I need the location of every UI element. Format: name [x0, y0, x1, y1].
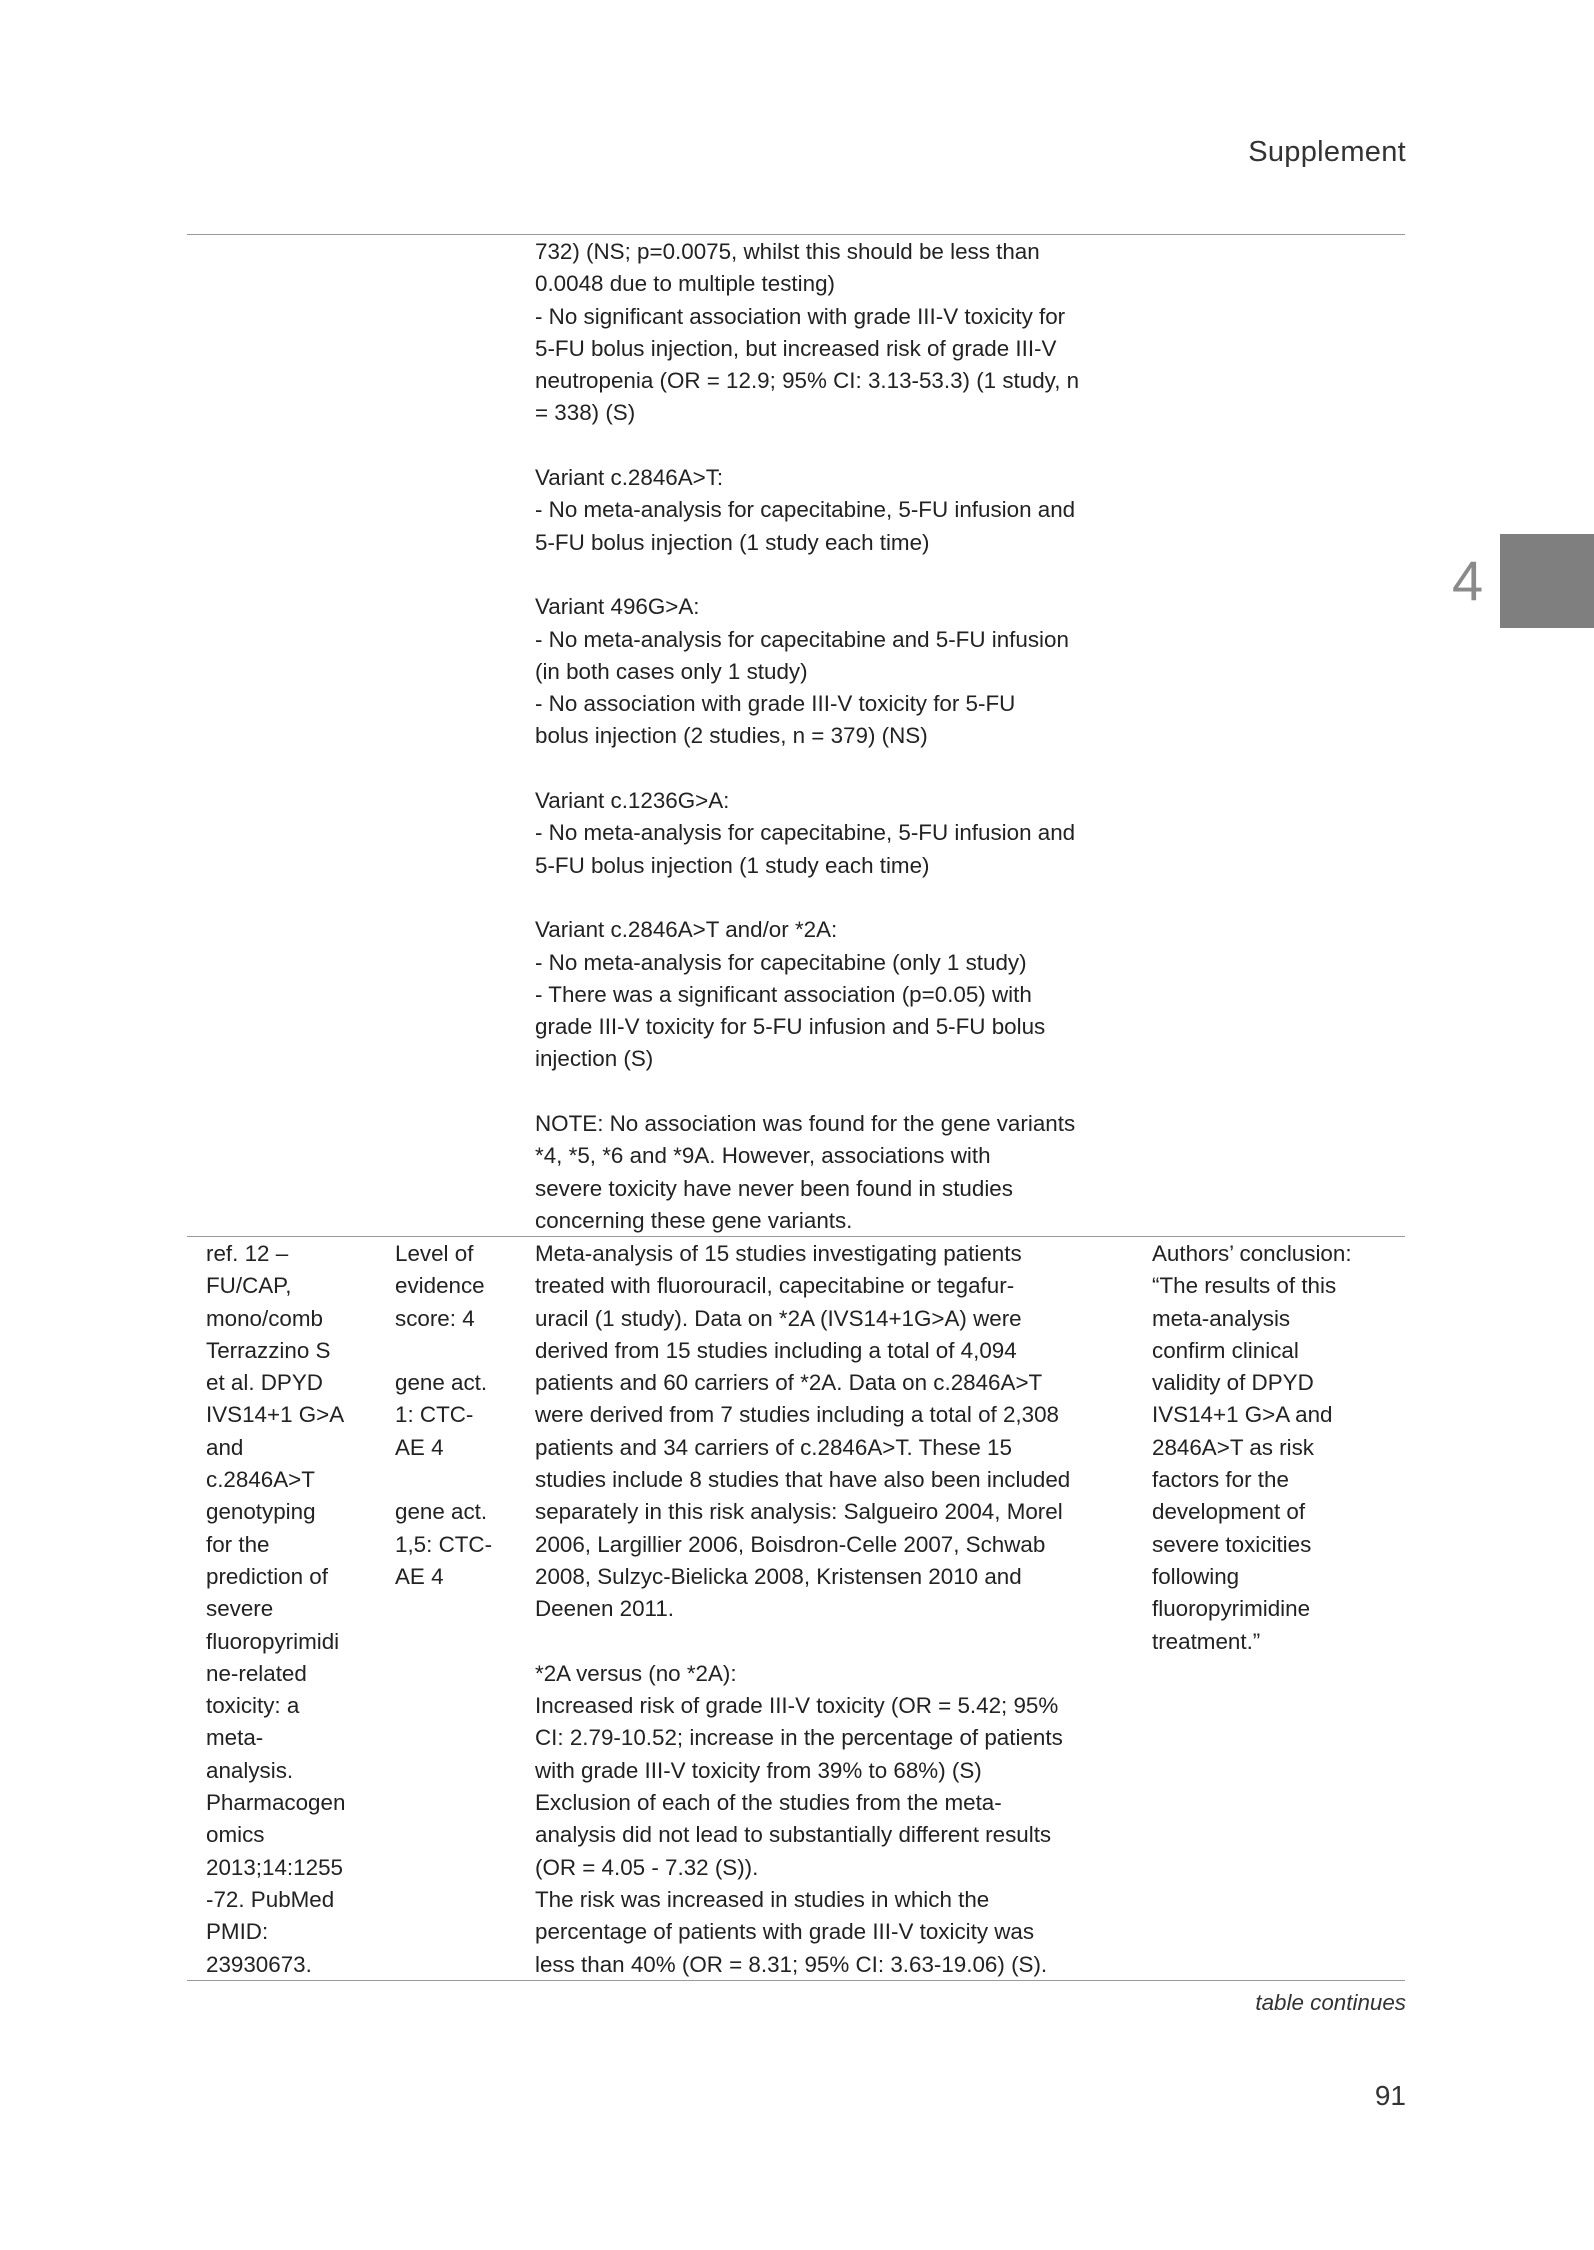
text-line: 5-FU bolus injection (1 study each time): [535, 529, 930, 555]
text-line: analysis did not lead to substantially different results: [535, 1822, 1052, 1848]
text-line: ref. 12 –: [206, 1241, 289, 1266]
text-line: 5-FU bolus injection (1 study each time): [535, 852, 930, 878]
text-line: percentage of patients with grade III-V toxicity was: [535, 1919, 1035, 1945]
text-line: with grade III-V toxicity from 39% to 68%) (S): [535, 1757, 982, 1783]
text-line: Variant c.2846A>T and/or *2A:: [535, 917, 838, 943]
blank-line: [535, 1076, 1145, 1108]
text-line: evidence: [395, 1273, 485, 1299]
text-line: severe toxicity have never been found in studies: [535, 1175, 1013, 1201]
text-line: Deenen 2011.: [535, 1596, 675, 1622]
text-line: c.2846A>T: [206, 1467, 315, 1493]
text-line: The risk was increased in studies in which the: [535, 1886, 990, 1912]
text-line: - No significant association with grade III-V toxicity for: [535, 303, 1066, 329]
blank-line: [395, 1464, 535, 1496]
text-line: AE 4: [395, 1563, 444, 1589]
evidence-level-cell: [395, 1238, 535, 1593]
text-line: *4, *5, *6 and *9A. However, associations with: [535, 1143, 991, 1169]
text-line: - No meta-analysis for capecitabine, 5-FU infusion and: [535, 820, 1076, 846]
text-line: analysis.: [206, 1757, 294, 1783]
text-line: Increased risk of grade III-V toxicity (OR = 5.42; 95%: [535, 1693, 1059, 1719]
text-line: injection (S): [535, 1046, 654, 1072]
text-line: severe toxicities: [1152, 1531, 1312, 1557]
blank-line: [535, 882, 1145, 914]
text-line: 23930673.: [206, 1951, 312, 1977]
text-line: concerning these gene variants.: [535, 1207, 853, 1233]
text-line: NOTE: No association was found for the gene variants: [535, 1111, 1076, 1137]
text-line: - No meta-analysis for capecitabine and 5-FU infusion: [535, 626, 1069, 652]
running-header: Supplement: [1248, 136, 1406, 168]
text-line: PMID:: [206, 1919, 269, 1945]
blank-line: [395, 1335, 535, 1367]
text-line: less than 40% (OR = 8.31; 95% CI: 3.63-19.06) (S).: [535, 1951, 1048, 1977]
text-line: FU/CAP,: [206, 1273, 292, 1299]
text-line: Level of: [395, 1241, 474, 1266]
text-line: confirm clinical: [1152, 1337, 1299, 1363]
text-line: fluoropyrimidi: [206, 1628, 340, 1654]
text-line: treatment.”: [1152, 1628, 1261, 1654]
text-line: separately in this risk analysis: Salgueiro 2004, Morel: [535, 1499, 1063, 1525]
text-line: Exclusion of each of the studies from the meta-: [535, 1790, 1002, 1816]
text-line: score: 4: [395, 1305, 475, 1331]
text-line: = 338) (S): [535, 400, 636, 426]
text-line: IVS14+1 G>A and: [1152, 1402, 1333, 1428]
blank-line: [535, 430, 1145, 462]
text-line: patients and 60 carriers of *2A. Data on c.2846A>T: [535, 1370, 1043, 1396]
text-line: 0.0048 due to multiple testing): [535, 271, 835, 297]
text-line: neutropenia (OR = 12.9; 95% CI: 3.13-53.3) (1 study, n: [535, 368, 1080, 394]
text-line: *2A versus (no *2A):: [535, 1660, 737, 1686]
text-line: mono/comb: [206, 1305, 323, 1331]
text-line: patients and 34 carriers of c.2846A>T. These 15: [535, 1434, 1012, 1460]
text-line: 2006, Largillier 2006, Boisdron-Celle 2007, Schwab: [535, 1531, 1046, 1557]
text-line: bolus injection (2 studies, n = 379) (NS): [535, 723, 928, 749]
table-continues-note: table continues: [1255, 1990, 1406, 2015]
text-line: 1: CTC-: [395, 1402, 474, 1428]
text-line: “The results of this: [1152, 1273, 1337, 1299]
text-line: (OR = 4.05 - 7.32 (S)).: [535, 1854, 759, 1880]
continued-results-cell: [535, 236, 1145, 1237]
text-line: fluoropyrimidine: [1152, 1596, 1311, 1622]
text-line: - No meta-analysis for capecitabine (only 1 study): [535, 949, 1027, 975]
text-line: 2008, Sulzyc-Bielicka 2008, Kristensen 2010 and: [535, 1563, 1022, 1589]
chapter-tab: [1500, 534, 1594, 628]
text-line: CI: 2.79-10.52; increase in the percentage of patients: [535, 1725, 1063, 1751]
text-line: 1,5: CTC-: [395, 1531, 493, 1557]
text-line: omics: [206, 1822, 265, 1848]
blank-line: [535, 753, 1145, 785]
text-line: ne-related: [206, 1660, 307, 1686]
conclusion-cell: [1152, 1238, 1402, 1658]
text-line: AE 4: [395, 1434, 444, 1460]
text-line: treated with fluorouracil, capecitabine or tegafur-: [535, 1273, 1015, 1299]
text-line: Pharmacogen: [206, 1790, 346, 1816]
text-line: grade III-V toxicity for 5-FU infusion and 5-FU bolus: [535, 1014, 1046, 1040]
text-line: 732) (NS; p=0.0075, whilst this should be less than: [535, 239, 1040, 264]
text-line: - There was a significant association (p=0.05) with: [535, 981, 1032, 1007]
text-line: for the: [206, 1531, 270, 1557]
text-line: prediction of: [206, 1563, 328, 1589]
text-line: uracil (1 study). Data on *2A (IVS14+1G>A) were: [535, 1305, 1022, 1331]
text-line: Meta-analysis of 15 studies investigating patients: [535, 1241, 1022, 1266]
text-line: and: [206, 1434, 244, 1460]
text-line: derived from 15 studies including a total of 4,094: [535, 1337, 1017, 1363]
text-line: - No meta-analysis for capecitabine, 5-FU infusion and: [535, 497, 1076, 523]
blank-line: [535, 1626, 1145, 1658]
text-line: (in both cases only 1 study): [535, 658, 808, 684]
text-line: 5-FU bolus injection, but increased risk of grade III-V: [535, 335, 1057, 361]
text-line: meta-analysis: [1152, 1305, 1291, 1331]
text-line: development of: [1152, 1499, 1306, 1525]
text-line: Variant c.2846A>T:: [535, 465, 724, 491]
text-line: genotyping: [206, 1499, 316, 1525]
table-top-rule: [187, 234, 1405, 235]
text-line: 2013;14:1255: [206, 1854, 343, 1880]
text-line: et al. DPYD: [206, 1370, 323, 1396]
text-line: - No association with grade III-V toxicity for 5-FU: [535, 691, 1016, 717]
text-line: Variant 496G>A:: [535, 594, 700, 620]
blank-line: [535, 559, 1145, 591]
text-line: gene act.: [395, 1370, 488, 1396]
chapter-number: 4: [1452, 549, 1484, 612]
text-line: following: [1152, 1563, 1240, 1589]
text-line: 2846A>T as risk: [1152, 1434, 1315, 1460]
text-line: meta-: [206, 1725, 264, 1751]
text-line: were derived from 7 studies including a total of 2,308: [535, 1402, 1059, 1428]
results-cell: [535, 1238, 1145, 1981]
text-line: toxicity: a: [206, 1693, 300, 1719]
text-line: Authors’ conclusion:: [1152, 1241, 1352, 1266]
text-line: Variant c.1236G>A:: [535, 788, 730, 814]
text-line: gene act.: [395, 1499, 488, 1525]
text-line: validity of DPYD: [1152, 1370, 1314, 1396]
reference-cell: [206, 1238, 376, 1981]
text-line: Terrazzino S: [206, 1337, 331, 1363]
page-number: 91: [1374, 2080, 1406, 2111]
text-line: IVS14+1 G>A: [206, 1402, 345, 1428]
text-line: studies include 8 studies that have also been included: [535, 1467, 1071, 1493]
text-line: factors for the: [1152, 1467, 1289, 1493]
text-line: severe: [206, 1596, 274, 1622]
text-line: -72. PubMed: [206, 1886, 335, 1912]
